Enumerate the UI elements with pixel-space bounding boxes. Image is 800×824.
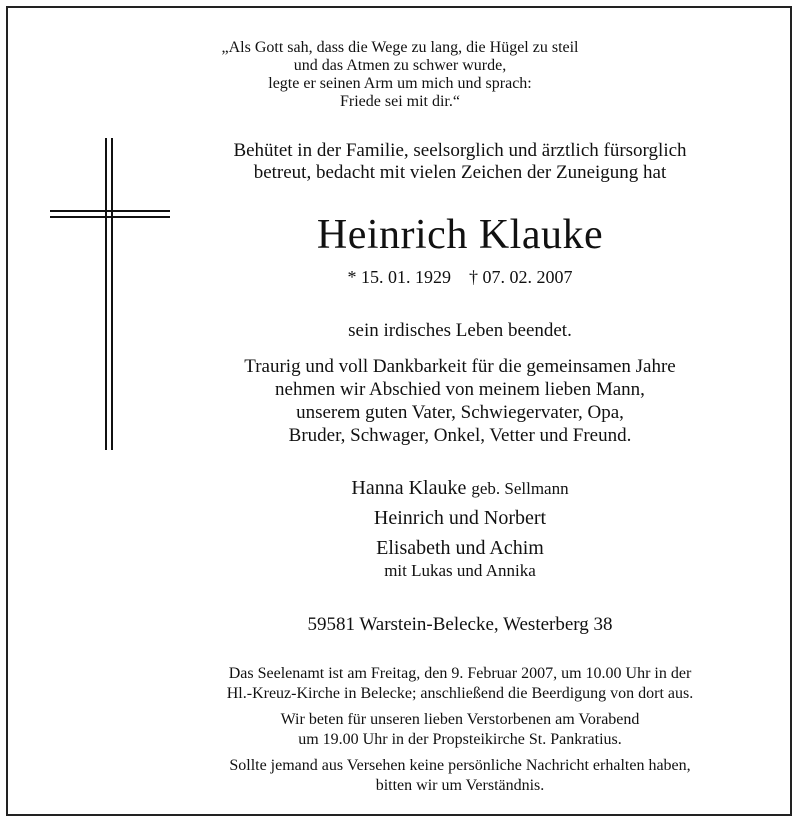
mourning-line-3: unserem guten Vater, Schwiegervater, Opa, xyxy=(296,402,624,423)
mourning-line-1: Traurig und voll Dankbarkeit für die gemeinsamen Jahre xyxy=(244,356,676,377)
family-children-2: Elisabeth und Achim xyxy=(376,537,544,559)
quote-line-4: Friede sei mit dir.“ xyxy=(340,93,460,110)
note-line-2: Hl.-Kreuz-Kirche in Belecke; anschließend die Beerdigung von dort aus. xyxy=(226,685,694,702)
deceased-name: Heinrich Klauke xyxy=(316,212,604,258)
quote-line-2: und das Atmen zu schwer wurde, xyxy=(293,57,507,74)
family-grandchildren: mit Lukas und Annika xyxy=(384,561,536,580)
birth-date: * 15. 01. 1929 xyxy=(347,267,451,287)
note-line-3: Wir beten für unseren lieben Verstorbenen am Vorabend xyxy=(280,711,640,728)
intro-line-2: betreut, bedacht mit vielen Zeichen der Zuneigung hat xyxy=(253,162,667,183)
note-line-6: bitten wir um Verständnis. xyxy=(375,777,545,794)
note-line-4: um 19.00 Uhr in der Propsteikirche St. Pankratius. xyxy=(298,731,622,748)
family-widow xyxy=(60,476,800,500)
quote-line-3: legte er seinen Arm um mich und sprach: xyxy=(268,75,532,92)
intro-line-1: Behütet in der Familie, seelsorglich und ärztlich fürsorglich xyxy=(233,140,687,161)
mourning-line-2: nehmen wir Abschied von meinem lieben Mann, xyxy=(275,379,645,400)
note-line-5: Sollte jemand aus Versehen keine persönliche Nachricht erhalten haben, xyxy=(229,757,691,774)
family-children-1: Heinrich und Norbert xyxy=(373,507,547,529)
mourning-line-4: Bruder, Schwager, Onkel, Vetter und Freund. xyxy=(288,425,632,446)
widow-name: Hanna Klauke xyxy=(351,477,467,499)
quote-line-1: „Als Gott sah, dass die Wege zu lang, die Hügel zu steil xyxy=(221,39,579,56)
death-date: † 07. 02. 2007 xyxy=(469,267,573,287)
widow-maiden-name: geb. Sellmann xyxy=(471,479,569,498)
address: 59581 Warstein-Belecke, Westerberg 38 xyxy=(307,614,613,635)
life-dates xyxy=(60,266,800,288)
ended-line: sein irdisches Leben beendet. xyxy=(348,320,572,341)
note-line-1: Das Seelenamt ist am Freitag, den 9. Februar 2007, um 10.00 Uhr in der xyxy=(228,665,692,682)
